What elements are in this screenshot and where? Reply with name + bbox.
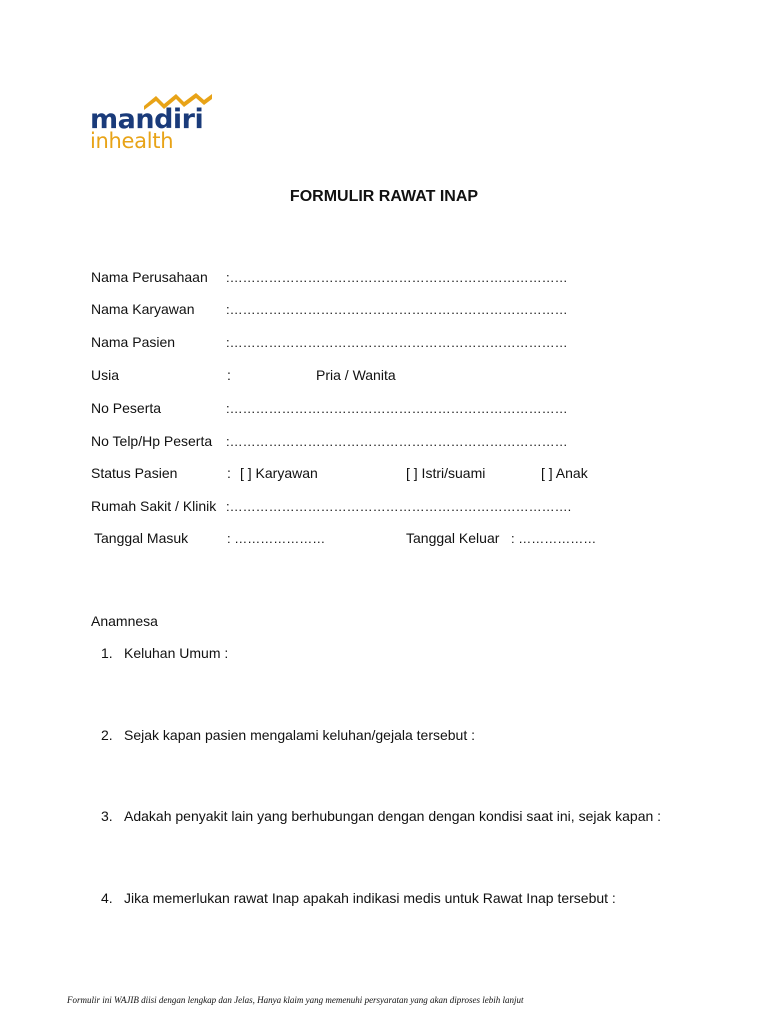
status-colon: :: [227, 465, 231, 481]
field-nama-karyawan[interactable]: :……………………………………………………………………: [226, 302, 568, 317]
field-nama-pasien[interactable]: :……………………………………………………………………: [226, 335, 568, 350]
field-tanggal-keluar[interactable]: : ………………: [511, 531, 597, 546]
question-number: 3.: [101, 808, 113, 824]
question-number: 2.: [101, 727, 113, 743]
field-nama-perusahaan[interactable]: :……………………………………………………………………: [226, 270, 568, 285]
gender-option[interactable]: Pria / Wanita: [316, 367, 396, 383]
logo-text-inhealth: inhealth: [90, 129, 174, 153]
anamnesa-heading: Anamnesa: [91, 613, 158, 629]
question-sejak-kapan: Sejak kapan pasien mengalami keluhan/gejala tersebut :: [124, 727, 476, 743]
label-tanggal-keluar: Tanggal Keluar: [406, 530, 500, 546]
footer-note: Formulir ini WAJIB diisi dengan lengkap dan Jelas, Hanya klaim yang memenuhi persyaratan yang akan diproses lebih lanjut: [67, 995, 524, 1005]
status-option-anak[interactable]: [ ] Anak: [541, 465, 588, 481]
label-nama-pasien: Nama Pasien: [91, 334, 176, 350]
logo-text-mandiri: mandiri: [90, 104, 204, 135]
field-rumah-sakit[interactable]: :…………………………………………………………………….: [226, 499, 572, 514]
question-number: 4.: [101, 890, 113, 906]
field-tanggal-masuk[interactable]: : …………………: [227, 531, 326, 546]
label-rumah-sakit: Rumah Sakit / Klinik: [91, 498, 217, 514]
label-nama-perusahaan: Nama Perusahaan: [91, 269, 208, 285]
label-usia: Usia: [91, 367, 120, 383]
question-penyakit-lain: Adakah penyakit lain yang berhubungan dengan dengan kondisi saat ini, sejak kapan :: [124, 808, 662, 824]
status-option-karyawan[interactable]: [ ] Karyawan: [240, 465, 318, 481]
label-tanggal-masuk: Tanggal Masuk: [94, 530, 189, 546]
label-no-telp: No Telp/Hp Peserta: [91, 433, 213, 449]
status-option-istri-suami[interactable]: [ ] Istri/suami: [406, 465, 486, 481]
field-no-peserta[interactable]: :……………………………………………………………………: [226, 401, 568, 416]
label-status-pasien: Status Pasien: [91, 465, 178, 481]
label-no-peserta: No Peserta: [91, 400, 162, 416]
question-number: 1.: [101, 645, 113, 661]
mandiri-inhealth-logo: [90, 90, 220, 160]
usia-colon: :: [227, 367, 231, 383]
label-nama-karyawan: Nama Karyawan: [91, 301, 195, 317]
question-keluhan-umum: Keluhan Umum :: [124, 645, 229, 661]
question-indikasi-medis: Jika memerlukan rawat Inap apakah indikasi medis untuk Rawat Inap tersebut :: [124, 890, 616, 906]
page-title: FORMULIR RAWAT INAP: [289, 188, 479, 205]
field-no-telp[interactable]: :……………………………………………………………………: [226, 434, 568, 449]
